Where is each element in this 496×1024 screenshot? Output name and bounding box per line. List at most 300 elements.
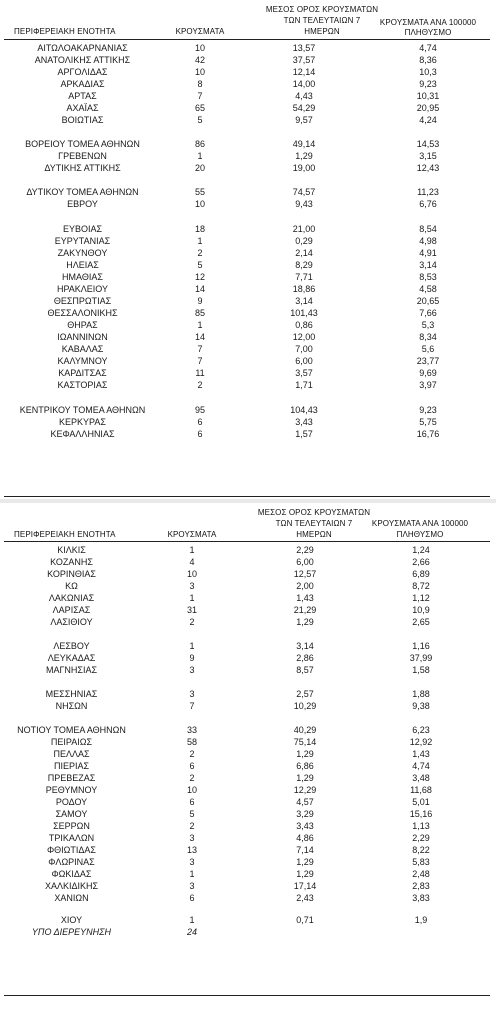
- region-cell: ΓΡΕΒΕΝΩΝ: [58, 151, 107, 161]
- cases-cell: 18: [194, 224, 205, 234]
- table-row: [0, 605, 496, 616]
- per100k-cell: 12,43: [416, 163, 440, 173]
- table-row: [0, 187, 496, 198]
- avg7-cell: 0,86: [295, 320, 313, 330]
- per100k-cell: 3,83: [412, 893, 430, 903]
- per100k-cell: 2,48: [412, 869, 430, 879]
- per100k-cell: 4,24: [419, 115, 437, 125]
- avg7-cell: 12,29: [293, 785, 317, 795]
- avg7-cell: 4,57: [296, 797, 314, 807]
- avg7-cell: 3,29: [296, 809, 314, 819]
- panel-divider: [0, 499, 496, 503]
- region-cell: ΚΕΡΚΥΡΑΣ: [59, 417, 106, 427]
- table-row: [0, 845, 496, 856]
- region-cell: ΔΥΤΙΚΟΥ ΤΟΜΕΑ ΑΘΗΝΩΝ: [26, 187, 139, 197]
- avg7-cell: 74,57: [292, 187, 316, 197]
- per100k-cell: 8,53: [419, 272, 437, 282]
- cases-cell: 5: [197, 260, 203, 270]
- per100k-cell: 15,16: [409, 809, 433, 819]
- cases-cell: 10: [194, 199, 205, 209]
- avg7-cell: 7,00: [295, 344, 313, 354]
- table-row: [0, 344, 496, 355]
- table-row: [0, 881, 496, 892]
- cases-cell: 14: [194, 332, 205, 342]
- table-row: [0, 773, 496, 784]
- per100k-cell: 9,23: [419, 79, 437, 89]
- per100k-cell: 10,31: [416, 91, 440, 101]
- region-cell: ΧΑΝΙΩΝ: [54, 893, 89, 903]
- per100k-cell: 1,12: [412, 593, 430, 603]
- region-cell: ΕΥΒΟΙΑΣ: [62, 224, 103, 234]
- avg7-cell: 2,43: [296, 893, 314, 903]
- per100k-cell: 8,34: [419, 332, 437, 342]
- avg7-cell: 1,29: [296, 773, 314, 783]
- region-cell: ΙΩΑΝΝΙΝΩΝ: [57, 332, 108, 342]
- cases-cell: 10: [186, 785, 197, 795]
- cases-cell: 58: [186, 737, 197, 747]
- region-cell: ΛΕΣΒΟΥ: [53, 641, 90, 651]
- cases-cell: 1: [189, 641, 195, 651]
- table-row: [0, 653, 496, 664]
- avg7-cell: 14,00: [292, 79, 316, 89]
- per100k-cell: 9,69: [419, 368, 437, 378]
- table-row: [0, 833, 496, 844]
- table-row: [0, 797, 496, 808]
- cases-cell: 1: [197, 151, 203, 161]
- cases-cell: 3: [189, 689, 195, 699]
- avg7-cell: 7,14: [296, 845, 314, 855]
- avg7-cell: 1,29: [296, 857, 314, 867]
- region-cell: ΧΑΛΚΙΔΙΚΗΣ: [44, 881, 99, 891]
- cases-cell: 6: [197, 417, 203, 427]
- avg7-cell: 8,57: [296, 665, 314, 675]
- per100k-cell: 5,3: [421, 320, 435, 330]
- region-cell: ΚΙΛΚΙΣ: [57, 545, 86, 555]
- per100k-cell: 9,38: [412, 701, 430, 711]
- region-cell: ΑΡΚΑΔΙΑΣ: [60, 79, 105, 89]
- cases-cell: 1: [189, 593, 195, 603]
- region-cell: ΛΑΡΙΣΑΣ: [52, 605, 91, 615]
- cases-cell: 6: [189, 797, 195, 807]
- cases-cell: 10: [194, 43, 205, 53]
- cases-cell: 7: [197, 91, 203, 101]
- per100k-cell: 5,83: [412, 857, 430, 867]
- table-row: [0, 260, 496, 271]
- cases-cell: 2: [197, 380, 203, 390]
- per100k-cell: 6,89: [412, 569, 430, 579]
- per100k-cell: 3,97: [419, 380, 437, 390]
- cases-cell: 65: [194, 103, 205, 113]
- cases-cell: 9: [197, 296, 203, 306]
- region-cell: ΦΛΩΡΙΝΑΣ: [48, 857, 95, 867]
- region-cell: ΗΡΑΚΛΕΙΟΥ: [56, 284, 109, 294]
- table-row: [0, 236, 496, 247]
- per100k-cell: 1,16: [412, 641, 430, 651]
- header-cases: ΚΡΟΥΣΜΑΤΑ: [167, 530, 217, 539]
- per100k-cell: 4,58: [419, 284, 437, 294]
- avg7-cell: 1,71: [295, 380, 313, 390]
- table-row: [0, 284, 496, 295]
- cases-cell: 3: [189, 857, 195, 867]
- cases-cell: 95: [194, 405, 205, 415]
- table-row: [0, 617, 496, 628]
- header-per100k-line2: ΠΛΗΘΥΣΜΟ: [404, 28, 452, 37]
- avg7-cell: 3,43: [295, 417, 313, 427]
- region-cell: ΤΡΙΚΑΛΩΝ: [48, 833, 95, 843]
- avg7-cell: 6,00: [295, 356, 313, 366]
- region-cell: ΚΑΛΥΜΝΟΥ: [57, 356, 108, 366]
- cases-cell: 1: [189, 869, 195, 879]
- per100k-cell: 1,24: [412, 545, 430, 555]
- avg7-cell: 1,29: [296, 749, 314, 759]
- avg7-cell: 21,00: [292, 224, 316, 234]
- region-cell: ΛΑΚΩΝΙΑΣ: [48, 593, 95, 603]
- cases-cell: 2: [189, 749, 195, 759]
- per100k-cell: 6,23: [412, 725, 430, 735]
- region-cell: ΕΥΡΥΤΑΝΙΑΣ: [54, 236, 111, 246]
- per100k-cell: 6,76: [419, 199, 437, 209]
- cases-cell: 5: [197, 115, 203, 125]
- cases-cell: 3: [189, 581, 195, 591]
- per100k-cell: 10,3: [419, 67, 437, 77]
- header-avg7-line1: ΜΕΣΟΣ ΟΡΟΣ ΚΡΟΥΣΜΑΤΩΝ: [257, 508, 371, 517]
- per100k-cell: 2,29: [412, 833, 430, 843]
- table-row: [0, 593, 496, 604]
- region-cell: ΚΟΖΑΝΗΣ: [50, 557, 93, 567]
- cases-cell: 5: [189, 809, 195, 819]
- avg7-cell: 2,57: [296, 689, 314, 699]
- cases-cell: 2: [189, 773, 195, 783]
- cases-cell: 6: [189, 761, 195, 771]
- per100k-cell: 20,65: [416, 296, 440, 306]
- per100k-cell: 2,65: [412, 617, 430, 627]
- cases-cell: 33: [186, 725, 197, 735]
- table-row: [0, 429, 496, 440]
- cases-cell: 3: [189, 665, 195, 675]
- region-cell: ΠΕΛΛΑΣ: [53, 749, 90, 759]
- cases-cell: 1: [189, 915, 195, 925]
- header-underline: [4, 541, 490, 542]
- region-cell: ΑΧΑΪΑΣ: [66, 103, 99, 113]
- region-cell: ΣΕΡΡΩΝ: [53, 821, 90, 831]
- table-row: [0, 380, 496, 391]
- avg7-cell: 1,29: [296, 869, 314, 879]
- region-cell: ΒΟΙΩΤΙΑΣ: [61, 115, 104, 125]
- table-row: [0, 272, 496, 283]
- per100k-cell: 8,72: [412, 581, 430, 591]
- table-row: [0, 248, 496, 259]
- avg7-cell: 2,86: [296, 653, 314, 663]
- table-row: [0, 103, 496, 114]
- cases-cell: 85: [194, 308, 205, 318]
- table-row: [0, 641, 496, 652]
- region-cell: ΚΑΡΔΙΤΣΑΣ: [58, 368, 107, 378]
- table-bottom-line: [4, 995, 490, 996]
- avg7-cell: 6,86: [296, 761, 314, 771]
- header-per100k-line1: ΚΡΟΥΣΜΑΤΑ ΑΝΑ 100000: [379, 18, 477, 27]
- region-cell: ΡΟΔΟΥ: [55, 797, 88, 807]
- region-cell: ΚΩ: [65, 581, 78, 591]
- per100k-cell: 20,95: [416, 103, 440, 113]
- avg7-cell: 4,86: [296, 833, 314, 843]
- per100k-cell: 5,75: [419, 417, 437, 427]
- region-cell: ΧΙΟΥ: [60, 915, 83, 925]
- table-row: [0, 91, 496, 102]
- avg7-cell: 75,14: [293, 737, 317, 747]
- per100k-cell: [373, 927, 469, 938]
- avg7-cell: 49,14: [292, 139, 316, 149]
- avg7-cell: 9,57: [295, 115, 313, 125]
- header-avg7-line2: ΤΩΝ ΤΕΛΕΥΤΑΙΩΝ 7: [275, 519, 353, 528]
- region-cell: ΠΡΕΒΕΖΑΣ: [47, 773, 96, 783]
- cases-cell: 20: [194, 163, 205, 173]
- region-cell: ΚΑΒΑΛΑΣ: [61, 344, 104, 354]
- table-row: [0, 79, 496, 90]
- avg7-cell: 13,57: [292, 43, 316, 53]
- header-avg7-line3: ΗΜΕΡΩΝ: [304, 27, 340, 36]
- table-row: [0, 701, 496, 712]
- region-cell: ΦΘΙΩΤΙΔΑΣ: [47, 845, 96, 855]
- cases-cell: 42: [194, 55, 205, 65]
- region-cell: ΥΠΟ ΔΙΕΡΕΥΝΗΣΗ: [31, 927, 112, 937]
- per100k-cell: 1,9: [414, 915, 428, 925]
- table-row: [0, 689, 496, 700]
- cases-cell: 2: [197, 248, 203, 258]
- table-row: [0, 737, 496, 748]
- cases-cell: 11: [195, 368, 205, 378]
- cases-cell: 9: [189, 653, 195, 663]
- per100k-cell: 4,74: [419, 43, 437, 53]
- avg7-cell: 3,14: [296, 641, 314, 651]
- table-row: [0, 915, 496, 926]
- header-avg7-line2: ΤΩΝ ΤΕΛΕΥΤΑΙΩΝ 7: [283, 16, 361, 25]
- region-cell: ΑΡΓΟΛΙΔΑΣ: [57, 67, 108, 77]
- avg7-cell: 1,43: [296, 593, 314, 603]
- region-cell: ΦΩΚΙΔΑΣ: [51, 869, 92, 879]
- per100k-cell: 3,15: [419, 151, 437, 161]
- avg7-cell: 18,86: [292, 284, 316, 294]
- region-cell: ΑΝΑΤΟΛΙΚΗΣ ΑΤΤΙΚΗΣ: [34, 55, 131, 65]
- header-cases: ΚΡΟΥΣΜΑΤΑ: [175, 27, 225, 36]
- region-cell: ΡΕΘΥΜΝΟΥ: [45, 785, 98, 795]
- cases-cell: 3: [189, 833, 195, 843]
- per100k-cell: 2,66: [412, 557, 430, 567]
- region-cell: ΘΕΣΠΡΩΤΙΑΣ: [53, 296, 112, 306]
- avg7-cell: 12,14: [292, 67, 316, 77]
- cases-cell: 1: [197, 320, 203, 330]
- per100k-cell: 1,43: [412, 749, 430, 759]
- region-cell: ΠΕΙΡΑΙΩΣ: [50, 737, 93, 747]
- region-cell: ΗΛΕΙΑΣ: [66, 260, 99, 270]
- avg7-cell: 3,43: [296, 821, 314, 831]
- header-region: ΠΕΡΙΦΕΡΕΙΑΚΗ ΕΝΟΤΗΤΑ: [14, 530, 116, 539]
- region-cell: ΜΕΣΣΗΝΙΑΣ: [45, 689, 98, 699]
- cases-cell: 7: [189, 701, 195, 711]
- cases-cell: 2: [189, 821, 195, 831]
- per100k-cell: 1,13: [412, 821, 430, 831]
- region-cell: ΠΙΕΡΙΑΣ: [53, 761, 90, 771]
- per100k-cell: 3,48: [412, 773, 430, 783]
- cases-cell: 7: [197, 356, 203, 366]
- cases-cell: 24: [186, 927, 197, 937]
- cases-cell: 31: [186, 605, 197, 615]
- cases-cell: 1: [189, 545, 195, 555]
- header-avg7-line3: ΗΜΕΡΩΝ: [296, 530, 332, 539]
- region-cell: ΘΕΣΣΑΛΟΝΙΚΗΣ: [47, 308, 118, 318]
- table-row: [0, 320, 496, 331]
- table-row: [0, 749, 496, 760]
- per100k-cell: 8,54: [419, 224, 437, 234]
- region-cell: ΚΕΝΤΡΙΚΟΥ ΤΟΜΕΑ ΑΘΗΝΩΝ: [19, 405, 146, 415]
- per100k-cell: 1,58: [412, 665, 430, 675]
- region-cell: ΜΑΓΝΗΣΙΑΣ: [45, 665, 98, 675]
- region-cell: ΝΟΤΙΟΥ ΤΟΜΕΑ ΑΘΗΝΩΝ: [17, 725, 126, 735]
- per100k-cell: 10,9: [412, 605, 430, 615]
- region-cell: ΕΒΡΟΥ: [67, 199, 98, 209]
- region-cell: ΒΟΡΕΙΟΥ ΤΟΜΕΑ ΑΘΗΝΩΝ: [25, 139, 140, 149]
- cases-cell: 7: [197, 344, 203, 354]
- table-row: [0, 163, 496, 174]
- cases-cell: 55: [194, 187, 205, 197]
- region-cell: ΖΑΚΥΝΘΟΥ: [57, 248, 108, 258]
- avg7-cell: 19,00: [292, 163, 316, 173]
- cases-cell: 8: [197, 79, 203, 89]
- table-row: [0, 665, 496, 676]
- avg7-cell: 7,71: [295, 272, 313, 282]
- avg7-cell: 4,43: [295, 91, 313, 101]
- table-row: [0, 821, 496, 832]
- per100k-cell: 12,92: [409, 737, 433, 747]
- region-cell: ΔΥΤΙΚΗΣ ΑΤΤΙΚΗΣ: [44, 163, 121, 173]
- per100k-cell: 11,23: [417, 187, 439, 197]
- table-row: [0, 151, 496, 162]
- avg7-cell: 1,57: [295, 429, 313, 439]
- table-row: [0, 545, 496, 556]
- per100k-cell: 16,76: [416, 429, 440, 439]
- per100k-cell: 8,22: [412, 845, 430, 855]
- region-cell: ΑΡΤΑΣ: [68, 91, 97, 101]
- header-per100k-line2: ΠΛΗΘΥΣΜΟ: [396, 530, 444, 539]
- region-cell: ΑΙΤΩΛΟΑΚΑΡΝΑΝΙΑΣ: [37, 43, 128, 53]
- avg7-cell: 12,57: [293, 569, 317, 579]
- avg7-cell: 12,00: [292, 332, 316, 342]
- header-region: ΠΕΡΙΦΕΡΕΙΑΚΗ ΕΝΟΤΗΤΑ: [14, 27, 116, 36]
- avg7-cell: 21,29: [293, 605, 317, 615]
- table-row: [0, 308, 496, 319]
- avg7-cell: 1,29: [296, 617, 314, 627]
- avg7-cell: 1,29: [295, 151, 313, 161]
- region-cell: ΛΕΥΚΑΔΑΣ: [47, 653, 96, 663]
- table-row: [0, 55, 496, 66]
- avg7-cell: 2,14: [295, 248, 313, 258]
- per100k-cell: 1,88: [412, 689, 430, 699]
- avg7-cell: 9,43: [295, 199, 313, 209]
- table-row: [0, 761, 496, 772]
- cases-cell: 14: [194, 284, 205, 294]
- avg7-cell: 6,00: [296, 557, 314, 567]
- per100k-cell: 37,99: [409, 653, 433, 663]
- table-row: [0, 893, 496, 904]
- table-row: [0, 139, 496, 150]
- per100k-cell: 5,6: [421, 344, 435, 354]
- region-cell: ΝΗΣΩΝ: [55, 701, 88, 711]
- table-panel-2: [0, 505, 496, 1020]
- table-row: [0, 67, 496, 78]
- avg7-cell: 10,29: [293, 701, 317, 711]
- cases-cell: 86: [194, 139, 205, 149]
- header-per100k-line1: ΚΡΟΥΣΜΑΤΑ ΑΝΑ 100000: [371, 519, 469, 528]
- table-row: [0, 368, 496, 379]
- table-row: [0, 581, 496, 592]
- per100k-cell: 7,66: [419, 308, 437, 318]
- per100k-cell: 3,14: [419, 260, 437, 270]
- header-avg7-line1: ΜΕΣΟΣ ΟΡΟΣ ΚΡΟΥΣΜΑΤΩΝ: [265, 5, 379, 14]
- table-row: [0, 43, 496, 54]
- table-row: [0, 224, 496, 235]
- per100k-cell: 5,01: [412, 797, 430, 807]
- avg7-cell: [264, 927, 346, 938]
- avg7-cell: 2,29: [296, 545, 314, 555]
- region-cell: ΚΕΦΑΛΛΗΝΙΑΣ: [50, 429, 115, 439]
- table-row: [0, 725, 496, 736]
- per100k-cell: 4,74: [412, 761, 430, 771]
- avg7-cell: 2,00: [296, 581, 314, 591]
- cases-cell: 1: [197, 236, 203, 246]
- region-cell: ΗΜΑΘΙΑΣ: [62, 272, 103, 282]
- table-bottom-line: [4, 496, 490, 497]
- table-row: [0, 296, 496, 307]
- cases-cell: 4: [189, 557, 195, 567]
- cases-cell: 13: [186, 845, 197, 855]
- cases-cell: 6: [197, 429, 203, 439]
- cases-cell: 6: [189, 893, 195, 903]
- cases-cell: 10: [194, 67, 205, 77]
- table-panel-1: [0, 0, 496, 497]
- table-row: [0, 405, 496, 416]
- avg7-cell: 3,14: [295, 296, 313, 306]
- table-row: [0, 869, 496, 880]
- per100k-cell: 11,68: [410, 785, 432, 795]
- region-cell: ΘΗΡΑΣ: [67, 320, 98, 330]
- table-row: [0, 557, 496, 568]
- cases-cell: 2: [189, 617, 195, 627]
- region-cell: ΣΑΜΟΥ: [55, 809, 88, 819]
- avg7-cell: 40,29: [293, 725, 317, 735]
- per100k-cell: 4,91: [419, 248, 437, 258]
- table-row: [0, 115, 496, 126]
- avg7-cell: 0,29: [295, 236, 313, 246]
- avg7-cell: 104,43: [290, 405, 318, 415]
- avg7-cell: 0,71: [296, 915, 314, 925]
- per100k-cell: 4,98: [419, 236, 437, 246]
- avg7-cell: 54,29: [292, 103, 316, 113]
- per100k-cell: 14,53: [416, 139, 440, 149]
- per100k-cell: 8,36: [419, 55, 437, 65]
- region-cell: ΛΑΣΙΘΙΟΥ: [50, 617, 93, 627]
- avg7-cell: 101,43: [290, 308, 318, 318]
- table-row: [0, 417, 496, 428]
- cases-cell: 10: [186, 569, 197, 579]
- table-row: [0, 809, 496, 820]
- per100k-cell: 2,83: [412, 881, 430, 891]
- per100k-cell: 9,23: [419, 405, 437, 415]
- table-row: [0, 332, 496, 343]
- per100k-cell: 23,77: [416, 356, 440, 366]
- table-row: [0, 927, 496, 938]
- table-row: [0, 356, 496, 367]
- cases-cell: 3: [189, 881, 195, 891]
- table-row: [0, 857, 496, 868]
